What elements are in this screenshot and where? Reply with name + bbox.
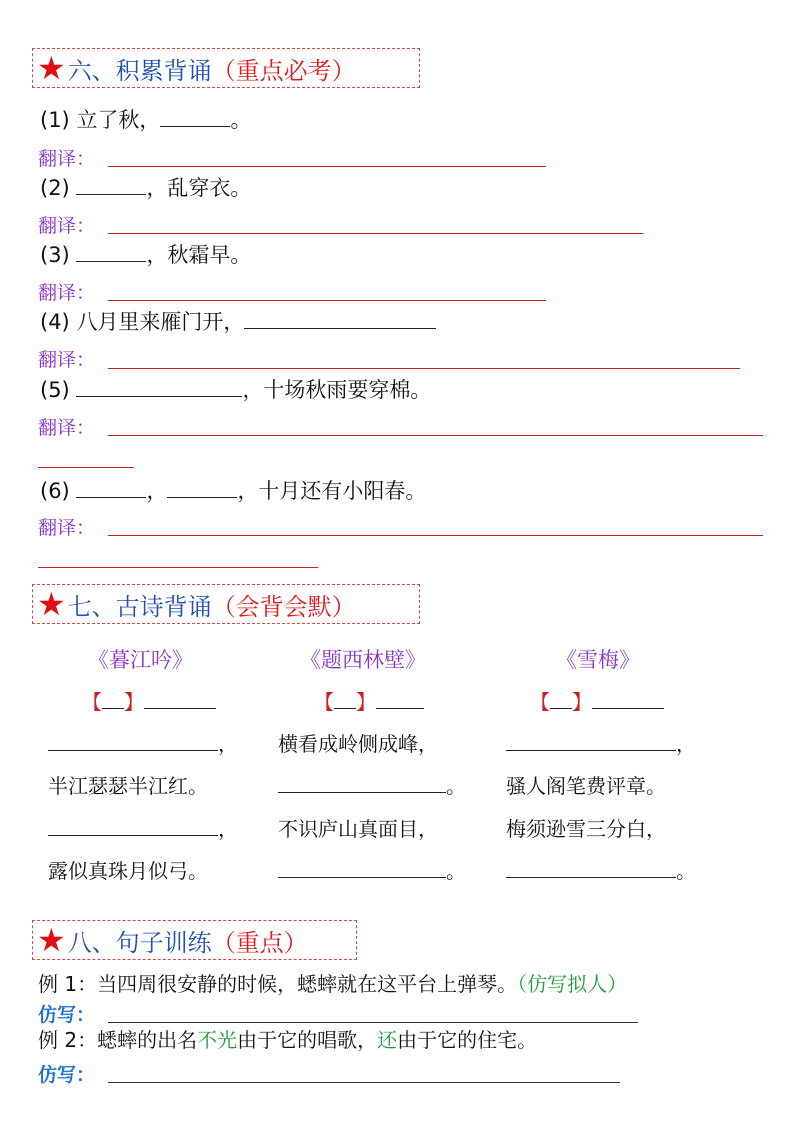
item-5: (5) ，十场秋雨要穿棉。 <box>40 378 432 402</box>
poem-3-line-1: ， <box>506 728 696 757</box>
poem-blank[interactable] <box>278 857 446 878</box>
poem-3-title: 《雪梅》 <box>556 648 640 672</box>
fill-blank[interactable] <box>76 376 242 397</box>
poem-2-line-1: 横看成岭侧成峰， <box>278 732 438 756</box>
dynasty-blank[interactable] <box>334 688 356 709</box>
item-4: (4) 八月里来雁门开， <box>40 308 436 336</box>
section-7-subtitle: （会背会默） <box>211 592 356 621</box>
translate-label: 翻译： <box>38 148 96 170</box>
author-blank[interactable] <box>376 688 424 709</box>
poem-blank[interactable] <box>48 730 218 751</box>
section-6-subtitle: （重点必考） <box>211 56 356 85</box>
imitate-line[interactable] <box>108 1082 620 1083</box>
item-1: (1) 立了秋， 。 <box>40 108 252 132</box>
author-blank[interactable] <box>144 688 216 709</box>
fill-blank[interactable] <box>167 477 237 498</box>
example-1-hint: （仿写拟人） <box>517 972 628 996</box>
poem-1-line-4: 露似真珠月似弓。 <box>48 859 208 883</box>
poem-2-title: 《题西林壁》 <box>300 648 426 672</box>
star-icon: ★ <box>37 921 66 959</box>
section-6-title: 六、积累背诵 <box>67 56 212 85</box>
poem-1-line-2: 半江瑟瑟半江红。 <box>48 774 208 798</box>
section-8-title: 八、句子训练 <box>67 928 212 957</box>
poem-blank[interactable] <box>278 772 446 793</box>
dynasty-blank[interactable] <box>550 688 572 709</box>
poem-3-line-4: 。 <box>506 855 696 884</box>
translate-line[interactable] <box>108 300 546 301</box>
poem-2-line-3: 不识庐山真面目， <box>278 817 438 841</box>
translate-label: 翻译： <box>38 517 96 539</box>
star-icon: ★ <box>37 49 66 87</box>
poem-2-author: 【 】 <box>314 686 424 715</box>
item-6: (6) ， ，十月还有小阳春。 <box>40 479 427 503</box>
item-3: (3) ，秋霜早。 <box>40 243 252 267</box>
author-blank[interactable] <box>592 688 664 709</box>
poem-3-author: 【 】 <box>530 686 664 715</box>
example-1: 例 1：当四周很安静的时候，蟋蟀就在这平台上弹琴。（仿写拟人） <box>38 972 628 996</box>
poem-1-author: 【 】 <box>82 686 216 715</box>
section-7-header <box>32 584 420 624</box>
translate-line-continued[interactable] <box>38 567 318 568</box>
poem-3-line-3: 梅须逊雪三分白， <box>506 817 666 841</box>
fill-blank[interactable] <box>160 106 230 127</box>
star-icon: ★ <box>37 585 66 623</box>
fill-blank[interactable] <box>76 477 146 498</box>
section-8-subtitle: （重点） <box>211 928 308 957</box>
dynasty-blank[interactable] <box>102 688 124 709</box>
section-8-header <box>32 920 357 960</box>
fill-blank[interactable] <box>244 308 436 329</box>
poem-2-line-2: 。 <box>278 770 466 799</box>
section-7-title: 七、古诗背诵 <box>67 592 212 621</box>
example-2: 例 2：蟋蟀的出名不光由于它的唱歌，还由于它的住宅。 <box>38 1028 538 1052</box>
fill-blank[interactable] <box>76 241 146 262</box>
fill-blank[interactable] <box>76 174 146 195</box>
section-6-header <box>32 48 420 88</box>
imitate-line[interactable] <box>108 1022 638 1023</box>
translate-label: 翻译： <box>38 349 96 371</box>
poem-3-line-2: 骚人阁笔费评章。 <box>506 774 666 798</box>
poem-1-line-3: ， <box>48 813 238 842</box>
poem-blank[interactable] <box>506 730 676 751</box>
poem-blank[interactable] <box>48 815 218 836</box>
translate-label: 翻译： <box>38 282 96 304</box>
translate-line[interactable] <box>108 535 763 536</box>
item-2: (2) ，乱穿衣。 <box>40 176 252 200</box>
translate-line[interactable] <box>108 368 740 369</box>
translate-line[interactable] <box>108 435 763 436</box>
translate-label: 翻译： <box>38 215 96 237</box>
translate-line[interactable] <box>108 166 546 167</box>
imitate-label: 仿写： <box>38 1004 96 1026</box>
poem-1-line-1: ， <box>48 728 238 757</box>
poem-2-line-4: 。 <box>278 855 466 884</box>
translate-line[interactable] <box>108 233 643 234</box>
poem-1-title: 《暮江吟》 <box>88 648 193 672</box>
imitate-label: 仿写： <box>38 1064 96 1086</box>
translate-label: 翻译： <box>38 417 96 439</box>
poem-blank[interactable] <box>506 857 676 878</box>
translate-line-continued[interactable] <box>38 467 134 468</box>
